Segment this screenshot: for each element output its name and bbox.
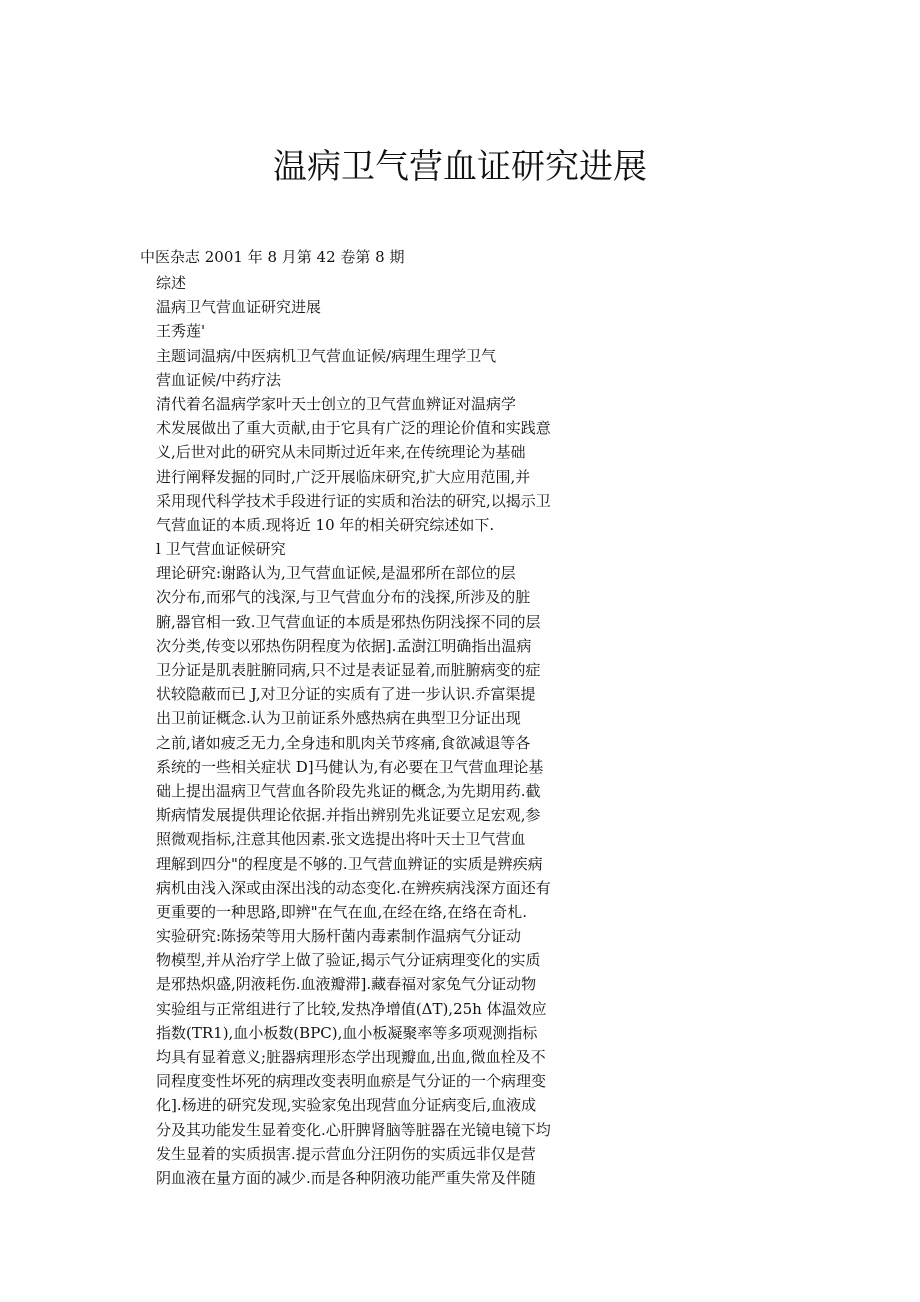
body-text-line: 实验组与正常组进行了比较,发热净增值(ΔT),25h 体温效应 xyxy=(156,999,547,1018)
journal-source-line: 中医杂志 2001 年 8 月第 42 卷第 8 期 xyxy=(140,248,405,266)
body-text-line: 温病卫气营血证研究进展 xyxy=(156,298,322,317)
body-text-line: 进行阐释发掘的同时,广泛开展临床研究,扩大应用范围,并 xyxy=(156,467,531,486)
body-text-line: 物模型,并从治疗学上做了验证,揭示气分证病理变化的实质 xyxy=(156,951,541,970)
body-text-line: 综述 xyxy=(156,274,187,292)
body-text-line: 照微观指标,注意其他因素.张文选提出将叶天士卫气营血 xyxy=(156,830,526,849)
body-text-line: 化].杨进的研究发现,实验家兔出现营血分证病变后,血液成 xyxy=(156,1096,537,1115)
body-text-line: 是邪热炽盛,阴液耗伤.血液瓣滞].藏春福对家兔气分证动物 xyxy=(156,975,537,994)
body-text-line: 阴血液在量方面的减少.而是各种阴液功能严重失常及伴随 xyxy=(156,1168,536,1187)
body-text-line: 之前,诸如疲乏无力,全身违和肌肉关节疼痛,食欲减退等各 xyxy=(156,733,531,752)
body-text-line: 均具有显着意义;脏器病理形态学出现瓣血,出血,微血栓及不 xyxy=(156,1048,546,1066)
body-text-line: 系统的一些相关症状 D]马健认为,有必要在卫气营血理论基 xyxy=(156,757,544,776)
body-text-line: 病机由浅入深或由深出浅的动态变化.在辨疾病浅深方面还有 xyxy=(156,878,551,897)
body-text-line: 状较隐蔽而已 J,对卫分证的实质有了进一步认识.乔富渠提 xyxy=(156,685,536,704)
body-text-line: 础上提出温病卫气营血各阶段先兆证的概念,为先期用药.截 xyxy=(156,781,541,800)
body-text-line: l 卫气营血证候研究 xyxy=(156,540,286,559)
body-text-line: 更重要的一种思路,即辨"在气在血,在经在络,在络在奇札. xyxy=(156,902,527,921)
body-text-line: 次分布,而邪气的浅深,与卫气营血分布的浅探,所涉及的脏 xyxy=(156,588,531,607)
body-text-line: 腑,器官相一致.卫气营血证的本质是邪热伤阴浅探不同的层 xyxy=(156,612,541,631)
body-text-line: 实验研究:陈扬荣等用大肠杆菌内毒素制作温病气分证动 xyxy=(156,927,522,946)
body-text-line: 术发展做出了重大贡献,由于它具有广泛的理论价值和实践意 xyxy=(156,419,551,438)
body-text-line: 理论研究:谢路认为,卫气营血证候,是温邪所在部位的层 xyxy=(156,564,516,583)
body-text-line: 卫分证是肌表脏腑同病,只不过是表证显着,而脏腑病变的症 xyxy=(156,661,541,679)
body-text-line: 气营血证的本质.现将近 10 年的相关研究综述如下. xyxy=(156,515,495,534)
body-text-line: 斯病情发展提供理论依据.并指出辨别先兆证要立足宏观,参 xyxy=(156,806,541,825)
body-text-line: 次分类,传变以邪热伤阴程度为依据].孟澍江明确指出温病 xyxy=(156,636,532,655)
body-text-line: 采用现代科学技术手段进行证的实质和治法的研究,以揭示卫 xyxy=(156,491,551,510)
body-text-line: 营血证候/中药疗法 xyxy=(156,370,282,389)
body-text-line: 理解到四分"的程度是不够的.卫气营血辨证的实质是辨疾病 xyxy=(156,854,543,873)
article-body xyxy=(156,271,596,1190)
body-text-line: 义,后世对此的研究从未同斯过近年来,在传统理论为基础 xyxy=(156,443,526,462)
body-text-line: 分及其功能发生显着变化.心肝脾肾脑等脏器在光镜电镜下均 xyxy=(156,1120,551,1139)
body-text-line: 主题词温病/中医病机卫气营血证候/病理生理学卫气 xyxy=(156,346,497,365)
body-text-line: 出卫前证概念.认为卫前证系外感热病在典型卫分证出现 xyxy=(156,709,521,728)
body-text-line: 指数(TR1),血小板数(BPC),血小板凝聚率等多项观测指标 xyxy=(156,1023,538,1042)
body-text-line: 清代着名温病学家叶天士创立的卫气营血辨证对温病学 xyxy=(156,394,517,413)
body-text-line: 王秀莲' xyxy=(156,322,206,341)
body-text-line: 同程度变性坏死的病理改变表明血瘀是气分证的一个病理变 xyxy=(156,1072,547,1091)
body-text-line: 发生显着的实质损害.提示营血分汪阴伤的实质远非仅是营 xyxy=(156,1144,536,1163)
document-title: 温病卫气营血证研究进展 xyxy=(273,147,647,187)
